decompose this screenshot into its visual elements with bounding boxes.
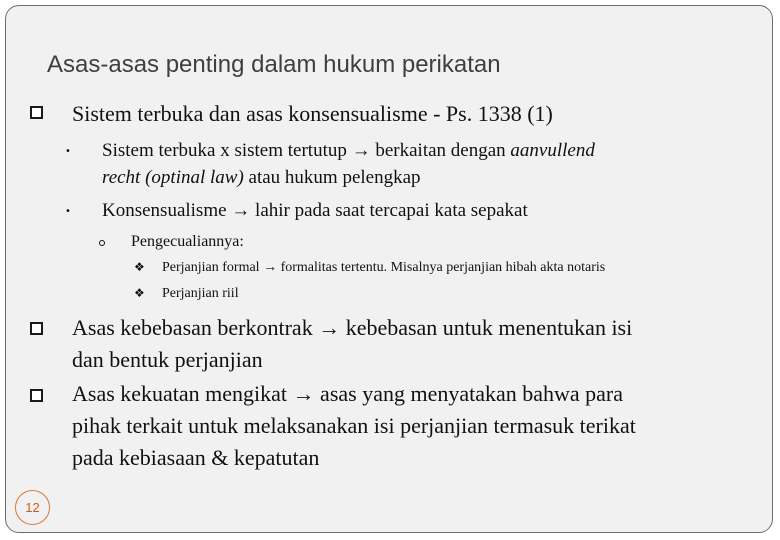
bullet-text-part: atau hukum pelengkap	[243, 167, 421, 188]
bullet-text: Asas kekuatan mengikat → asas yang menyatakan bahwa para	[72, 381, 624, 406]
bullet-text: Asas kebebasan berkontrak → kebebasan untuk menentukan isi	[72, 315, 633, 340]
bullet-text: dan bentuk perjanjian	[72, 347, 263, 372]
bullet-text: pada kebiasaan & kepatutan	[72, 445, 320, 470]
bullet-text	[102, 140, 595, 162]
bullet-text-italic: aanvullend	[510, 140, 595, 161]
page-number: 12	[15, 490, 50, 525]
diamond-bullet-icon: ❖	[134, 286, 145, 300]
checkbox-bullet-icon	[30, 389, 43, 402]
bullet-text: Sistem terbuka dan asas konsensualisme - Ps. 1338 (1)	[72, 101, 553, 126]
diamond-bullet-icon: ❖	[134, 260, 145, 274]
checkbox-bullet-icon	[30, 322, 43, 335]
dot-bullet-icon: •	[65, 206, 71, 217]
bullet-text: pihak terkait untuk melaksanakan isi perjanjian termasuk terikat	[72, 413, 636, 438]
bullet-text	[102, 167, 421, 189]
circle-bullet-icon	[99, 240, 105, 246]
checkbox-bullet-icon	[30, 106, 43, 119]
bullet-text: Perjanjian riil	[162, 286, 239, 301]
bullet-text-italic: recht (optinal law)	[102, 167, 244, 188]
slide-title: Asas-asas penting dalam hukum perikatan	[47, 51, 501, 78]
bullet-text-part: Sistem terbuka x sistem tertutup → berkaitan dengan	[102, 140, 511, 161]
bullet-text: Konsensualisme → lahir pada saat tercapai kata sepakat	[102, 200, 528, 221]
bullet-text: Pengecualiannya:	[131, 233, 244, 250]
dot-bullet-icon: •	[65, 146, 71, 157]
bullet-text: Perjanjian formal → formalitas tertentu. Misalnya perjanjian hibah akta notaris	[162, 260, 606, 275]
